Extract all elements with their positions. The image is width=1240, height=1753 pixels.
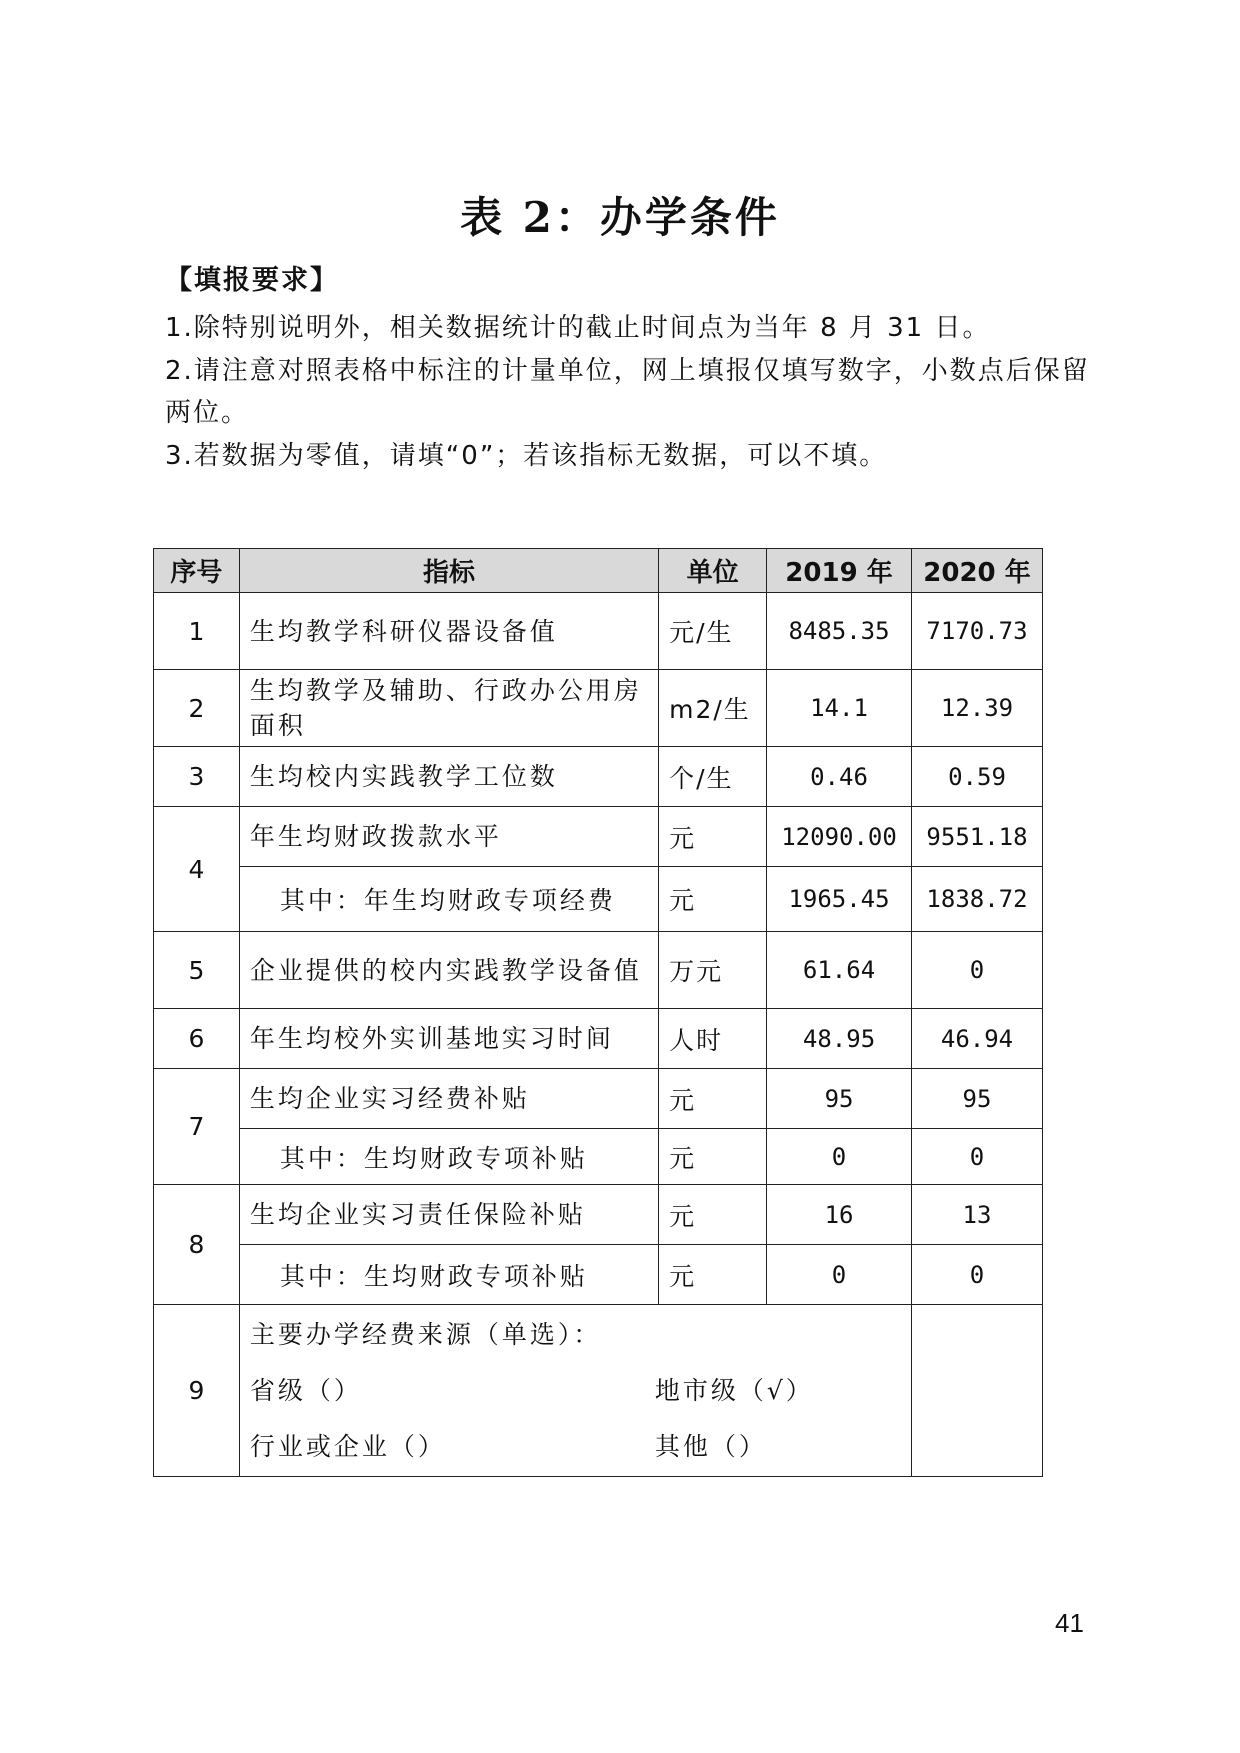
row-unit: m2/生: [659, 670, 767, 747]
funding-source-question: 主要办学经费来源（单选）：: [249, 1319, 602, 1349]
option-city: 地市级（√）: [654, 1375, 814, 1405]
row-value-2020: 12.39: [912, 670, 1043, 747]
row-unit: 元: [659, 1245, 767, 1305]
table-row: [154, 1185, 1043, 1245]
row-value-2019: 0.46: [767, 747, 912, 807]
row-value-2019: 12090.00: [767, 807, 912, 867]
row-indicator: 生均企业实习责任保险补贴: [239, 1185, 658, 1245]
row-unit: 元: [659, 807, 767, 867]
row-indicator: 生均校内实践教学工位数: [239, 747, 658, 807]
conditions-table: [153, 548, 1043, 1477]
table-row: [154, 1129, 1043, 1185]
row-no: 9: [154, 1305, 240, 1477]
row-value-2019: 95: [767, 1069, 912, 1129]
row-indicator: 年生均财政拨款水平: [239, 807, 658, 867]
option-provincial: 省级（）: [249, 1375, 362, 1405]
table-row: [154, 1245, 1043, 1305]
row-value-2020: 95: [912, 1069, 1043, 1129]
row-unit: 人时: [659, 1009, 767, 1069]
row-value-2019: 0: [767, 1245, 912, 1305]
row-indicator: 生均教学科研仪器设备值: [239, 593, 658, 670]
row-indicator: 年生均校外实训基地实习时间: [239, 1009, 658, 1069]
requirement-item-1: 1.除特别说明外，相关数据统计的截止时间点为当年 8 月 31 日。: [165, 313, 991, 343]
row-unit: 元/生: [659, 593, 767, 670]
row-unit: 个/生: [659, 747, 767, 807]
header-2019: 2019 年: [767, 549, 912, 593]
table-row: [154, 807, 1043, 867]
requirement-item-3: 3.若数据为零值，请填“0”；若该指标无数据，可以不填。: [165, 441, 888, 471]
row-value-2020: 0: [912, 1129, 1043, 1185]
table-row: [154, 593, 1043, 670]
page-number: 41: [1055, 1608, 1084, 1638]
row-no: 8: [154, 1185, 240, 1305]
row-no: 4: [154, 807, 240, 932]
row-indicator: 其中：生均财政专项补贴: [239, 1129, 658, 1185]
row-indicator: 生均教学及辅助、行政办公用房面积: [239, 670, 658, 747]
header-unit: 单位: [659, 549, 767, 593]
row-no: 6: [154, 1009, 240, 1069]
table-row: [154, 867, 1043, 932]
row-no: 3: [154, 747, 240, 807]
table-row: [154, 747, 1043, 807]
header-no: 序号: [154, 549, 240, 593]
requirement-item-2: 2.请注意对照表格中标注的计量单位，网上填报仅填写数字，小数点后保留两位。: [165, 356, 1090, 428]
table-row: [154, 932, 1043, 1009]
row-indicator: 生均企业实习经费补贴: [239, 1069, 658, 1129]
row-value-2020: 0.59: [912, 747, 1043, 807]
row-value-2020: 0: [912, 932, 1043, 1009]
header-indicator: 指标: [239, 549, 658, 593]
row-indicator: 企业提供的校内实践教学设备值: [239, 932, 658, 1009]
row-no: 1: [154, 593, 240, 670]
row-value-2019: 16: [767, 1185, 912, 1245]
table-row-funding-source: [154, 1305, 1043, 1477]
row-indicator: 其中：生均财政专项补贴: [239, 1245, 658, 1305]
row-value-2019: 0: [767, 1129, 912, 1185]
empty-cell: [912, 1305, 1043, 1477]
row-value-2020: 1838.72: [912, 867, 1043, 932]
page-title: 表 2：办学条件: [460, 193, 780, 242]
row-indicator: 其中：年生均财政专项经费: [239, 867, 658, 932]
row-unit: 元: [659, 1129, 767, 1185]
row-unit: 元: [659, 1185, 767, 1245]
row-value-2019: 1965.45: [767, 867, 912, 932]
table-row: [154, 1009, 1043, 1069]
header-2020: 2020 年: [912, 549, 1043, 593]
row-value-2020: 7170.73: [912, 593, 1043, 670]
requirements-heading: 【填报要求】: [165, 265, 339, 296]
row-unit: 元: [659, 1069, 767, 1129]
option-other: 其他（）: [654, 1431, 767, 1461]
row-no: 7: [154, 1069, 240, 1185]
row-no: 2: [154, 670, 240, 747]
row-unit: 元: [659, 867, 767, 932]
funding-source-options: [239, 1305, 911, 1477]
row-value-2019: 8485.35: [767, 593, 912, 670]
row-value-2019: 61.64: [767, 932, 912, 1009]
row-value-2019: 14.1: [767, 670, 912, 747]
table-row: [154, 1069, 1043, 1129]
row-unit: 万元: [659, 932, 767, 1009]
row-value-2020: 0: [912, 1245, 1043, 1305]
row-value-2019: 48.95: [767, 1009, 912, 1069]
table-row: [154, 670, 1043, 747]
option-industry: 行业或企业（）: [249, 1431, 446, 1461]
row-no: 5: [154, 932, 240, 1009]
row-value-2020: 13: [912, 1185, 1043, 1245]
row-value-2020: 46.94: [912, 1009, 1043, 1069]
row-value-2020: 9551.18: [912, 807, 1043, 867]
table-header-row: [154, 549, 1043, 593]
